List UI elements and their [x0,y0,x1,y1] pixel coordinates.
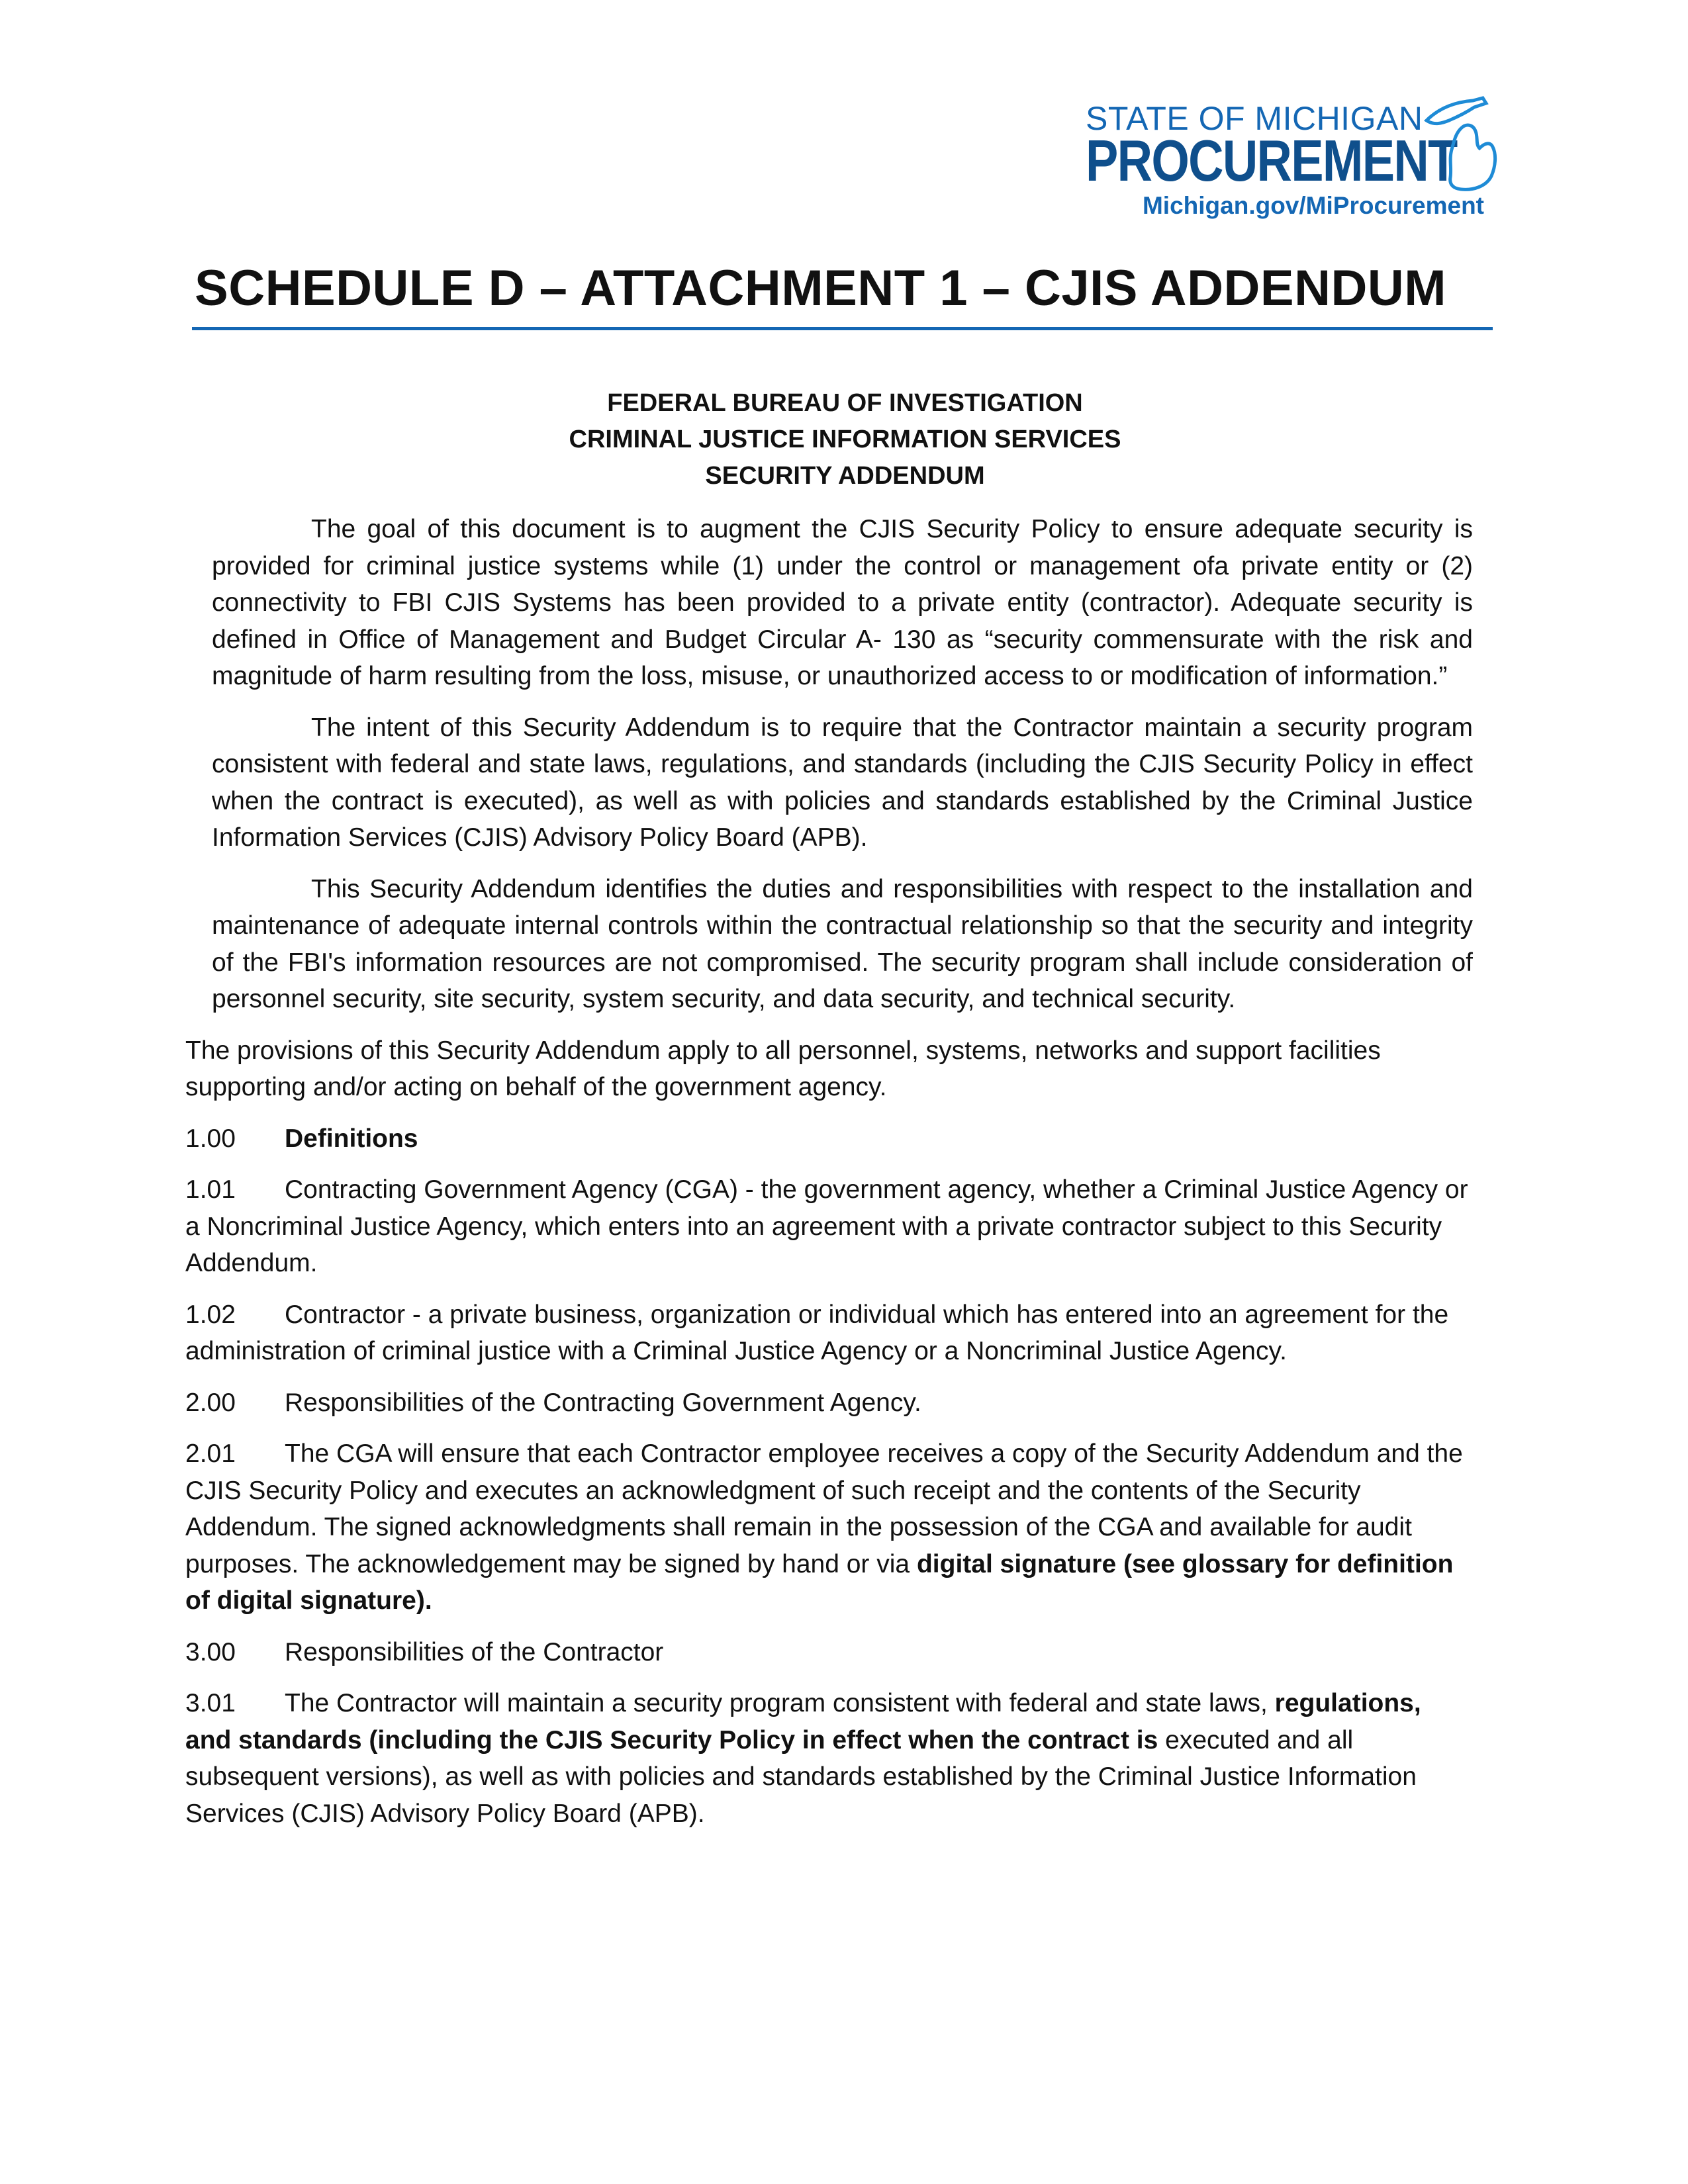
heading-line-3: SECURITY ADDENDUM [705,462,985,490]
section-text-end: executed and all subsequent versions), as well as with policies and standards established by the Criminal Justice Information Services (CJIS) Advisory Policy Board (APB). [185,1725,1417,1828]
section-number: 1.00 [185,1124,236,1153]
logo-procurement-text: PROCUREMENT [1086,128,1457,193]
logo-state-text: STATE OF MICHIGAN [1086,100,1423,137]
section-text: The Contractor will maintain a security program consistent with federal and state laws, [285,1689,1268,1717]
section-2-00 [185,1385,1473,1422]
logo-url: Michigan.gov/MiProcurement [1142,192,1484,219]
section-number: 3.00 [185,1637,236,1666]
section-heading: Responsibilities of the Contracting Government Agency. [285,1388,921,1417]
section-heading: Responsibilities of the Contractor [285,1637,664,1666]
heading-line-2: CRIMINAL JUSTICE INFORMATION SERVICES [569,426,1121,453]
document-title: SCHEDULE D – ATTACHMENT 1 – CJIS ADDENDUM [195,260,1447,316]
procurement-logo [1086,99,1496,225]
paragraph-provisions: The provisions of this Security Addendum apply to all personnel, systems, networks and support facilities supporting and/or acting on behalf of the government agency. [185,1036,1381,1101]
section-text-bold: regulations, and standards (including the CJIS Security Policy in effect when the contract is [185,1689,1421,1754]
section-text: Contracting Government Agency (CGA) - the government agency, whether a Criminal Justice Agency or a Noncriminal Justice Agency, which enters into an agreement with a private contractor subject to this Security Addendum. [185,1175,1468,1277]
title-divider [192,327,1493,330]
addendum-heading [195,385,1495,494]
paragraph-intent: The intent of this Security Addendum is to require that the Contractor maintain a security program consistent with federal and state laws, regulations, and standards (including the CJIS Security Policy in effect when the contract is executed), as well as with policies and standards established by the Criminal Justice Information Services (CJIS) Advisory Policy Board (APB). [212,713,1473,852]
heading-line-1: FEDERAL BUREAU OF INVESTIGATION [607,389,1083,417]
section-1-01 [185,1171,1473,1282]
section-number: 1.01 [185,1175,236,1204]
section-number: 1.02 [185,1300,236,1329]
michigan-map-icon [1420,94,1506,193]
paragraph-goal: The goal of this document is to augment the CJIS Security Policy to ensure adequate security is provided for criminal justice systems while (1) under the control or management ofa private entity or (2) connectivity to FBI CJIS Systems has been provided to a private entity (contractor). Adequate security is defined in Office of Management and Budget Circular A- 130 as “security commensurate with the risk and magnitude of harm resulting from the loss, misuse, or unauthorized access to or modification of information.” [212,515,1473,690]
section-number: 2.01 [185,1439,236,1468]
section-text-bold: digital signature (see glossary for definition of digital signature). [185,1549,1454,1615]
section-3-01 [185,1685,1473,1832]
section-heading: Definitions [285,1124,418,1153]
section-1-02 [185,1297,1473,1370]
section-number: 3.01 [185,1689,236,1717]
section-text: The CGA will ensure that each Contractor employee receives a copy of the Security Addendum and the CJIS Security Policy and executes an acknowledgment of such receipt and the contents of the Security Addendum. The signed acknowledgments shall remain in the possession of the CGA and available for audit purposes. The acknowledgement may be signed by hand or via [185,1439,1463,1578]
section-3-00 [185,1634,1473,1671]
section-2-01 [185,1435,1473,1619]
document-body [185,511,1473,1846]
section-1-00 [185,1120,1473,1158]
section-text: Contractor - a private business, organization or individual which has entered into an agreement for the administration of criminal justice with a Criminal Justice Agency or a Noncriminal Justice Agency. [185,1300,1449,1365]
paragraph-duties: This Security Addendum identifies the duties and responsibilities with respect to the installation and maintenance of adequate internal controls within the contractual relationship so that the security and integrity of the FBI's information resources are not compromised. The security program shall include consideration of personnel security, site security, system security, and data security, and technical security. [212,874,1473,1013]
section-number: 2.00 [185,1388,236,1417]
